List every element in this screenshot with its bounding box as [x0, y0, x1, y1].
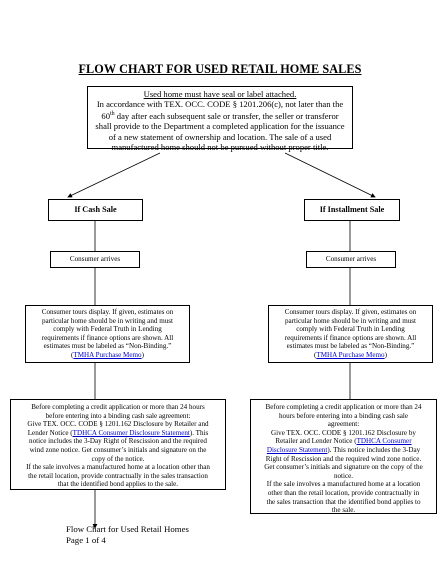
installment-tmha-purchase-memo-link[interactable]: TMHA Purchase Memo [316, 350, 385, 359]
cash-sale-box: If Cash Sale [48, 199, 143, 221]
installment-before-box: Before completing a credit application or more than 24 hours before entering into a binding cash sale agreement: Give TEX. OCC. CODE § 1201.162 Disclosure by Retailer and Lender Notice (TDHCA Consumer Disclosure Statement). This notice includes the 3-Day Right of Rescission and the required wind zone notice. Get consumer’s initials and signature on the copy of the notice. If the sale involves a manufactured home at a location other than the retail location, provide contractually in the sales transaction that the identified bond applies to the sale. [250, 399, 437, 514]
intro-line-3: 60th day after each subsequent sale or transfer, the seller or transferor [101, 111, 339, 122]
installment-sale-box: If Installment Sale [304, 199, 400, 221]
arrow-to-cash-sale [68, 153, 160, 197]
cash-tmha-purchase-memo-link[interactable]: TMHA Purchase Memo [73, 350, 142, 359]
intro-box [87, 86, 353, 152]
cash-before-box: Before completing a credit application or more than 24 hours before entering into a binding cash sale agreement: Give TEX. OCC. CODE § 1201.162 Disclosure by Retailer and Lender Notice (TDHCA Consumer Disclosure Statement). This notice includes the 3-Day Right of Rescission and the required wind zone notice. Get consumer’s initials and signature on the copy of the notice. If the sale involves a manufactured home at a location other than the retail location, provide contractually in the sales transaction that the identified bond applies to the sale. [10, 399, 226, 490]
intro-line-4: shall provide to the Department a completed application for the issuance [95, 121, 345, 132]
cash-consumer-arrives-box: Consumer arrives [50, 251, 140, 268]
page-title: FLOW CHART FOR USED RETAIL HOME SALES [78, 62, 362, 76]
installment-tdhca-disclosure-link-b[interactable]: Disclosure Statement [266, 445, 328, 454]
arrow-to-installment-sale [285, 153, 375, 197]
cash-tdhca-disclosure-link[interactable]: TDHCA Consumer Disclosure Statement [72, 428, 190, 437]
intro-line-2: In accordance with TEX. OCC. CODE § 1201.206(c), not later than the [96, 99, 344, 110]
installment-tdhca-disclosure-link-a[interactable]: TDHCA Consumer [356, 437, 412, 446]
intro-line-6: manufactured home should not be pursued without proper title. [111, 141, 329, 152]
cash-tours-box: Consumer tours display. If given, estimates on particular home should be in writing and must comply with Federal Truth in Lending requirements if finance options are shown. All estimates must be labeled as “Non-Binding.” (TMHA Purchase Memo) [25, 305, 190, 363]
intro-line-1: Used home must have seal or label attached. [143, 89, 297, 99]
footer-page-number: Page 1 of 4 [66, 535, 106, 545]
footer-doc-title: Flow Chart for Used Retail Homes [66, 524, 189, 534]
installment-consumer-arrives-box: Consumer arrives [306, 251, 396, 268]
installment-tours-box: Consumer tours display. If given, estimates on particular home should be in writing and must comply with Federal Truth in Lending requirements if finance options are shown. All estimates must be labeled as “Non-Binding.” (TMHA Purchase Memo) [268, 305, 433, 363]
intro-line-5: of a new statement of ownership and location. The sale of a used [108, 131, 332, 142]
